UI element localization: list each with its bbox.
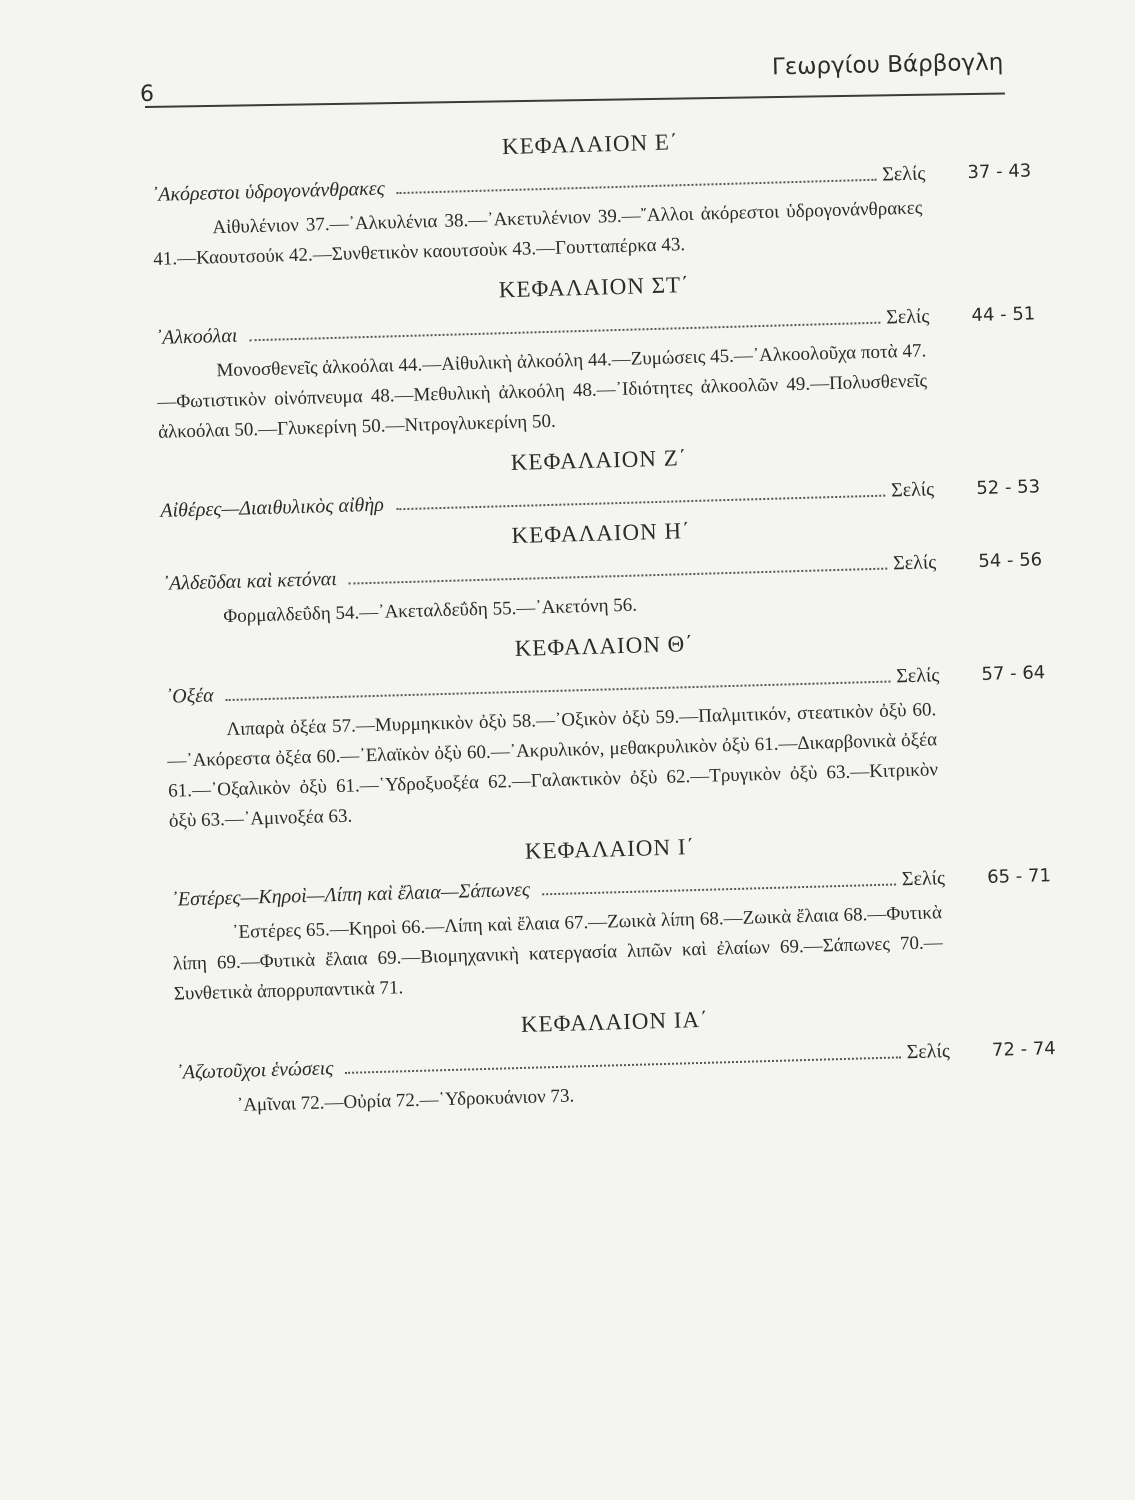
entry-title: ᾿Αζωτοῦχοι ἑνώσεις bbox=[175, 1057, 334, 1084]
chapter-title: ΚΕΦΑΛΑΙΟΝ ΙΑ΄ bbox=[520, 1006, 710, 1037]
chapter-description: ᾿Αμῖναι 72.—Οὐρία 72.—῾Υδροκυάνιον 73. bbox=[236, 1085, 575, 1116]
dot-leader bbox=[396, 495, 885, 511]
page-label: Σελίς bbox=[885, 305, 930, 329]
chapter-description: Λιπαρὰ ὀξέα 57.—Μυρμηκικὸν ὀξὺ 58.—᾿Οξικὸν ὀξὺ 59.—Παλμιτικόν, στεατικὸν ὀξὺ 60.—᾿Ακόρεστα ὀξέα 60.—᾿Ελαϊκὸν ὀξὺ 60.—᾿Ακρυλικόν, μεθακρυλικὸν ὀξὺ 61.—Δικαρβονικὰ ὀξέα 61.—᾿Οξαλικὸν ὀξὺ 61.—῾Υδροξυοξέα 62.—Γαλακτικὸν ὀξὺ 62.—Τρυγικὸν ὀξὺ 63.—Κιτρικὸν ὀξὺ 63.—᾿Αμινοξέα 63. bbox=[167, 699, 939, 832]
entry-title: ᾿Οξέα bbox=[165, 684, 214, 708]
chapter-section bbox=[164, 621, 1049, 836]
chapter-section bbox=[154, 262, 1038, 448]
dot-leader bbox=[226, 681, 891, 702]
page-range: 52 - 53 bbox=[976, 476, 1041, 500]
page-range: 44 - 51 bbox=[971, 303, 1036, 327]
chapter-section bbox=[161, 508, 1043, 634]
page-label: Σελίς bbox=[901, 867, 946, 891]
entry-title: Αἰθέρες—Διαιθυλικὸς αἰθὴρ bbox=[160, 493, 385, 522]
page-label: Σελίς bbox=[881, 162, 926, 186]
chapter-title: ΚΕΦΑΛΑΙΟΝ Θ΄ bbox=[514, 631, 695, 662]
entry-title: ᾿Αλκοόλαι bbox=[155, 324, 238, 349]
page-range: 54 - 56 bbox=[978, 549, 1043, 573]
running-head-author: Γεωργίου Βάρβογλη bbox=[771, 49, 1004, 81]
chapter-title: ΚΕΦΑΛΑΙΟΝ Ε΄ bbox=[501, 129, 679, 160]
entry-title: ᾿Αλδεῦδαι καὶ κετόναι bbox=[162, 567, 338, 595]
page-range: 65 - 71 bbox=[986, 865, 1052, 888]
header-rule bbox=[145, 92, 1005, 108]
dot-leader bbox=[397, 179, 877, 194]
page-range: 72 - 74 bbox=[991, 1038, 1057, 1061]
page-label: Σελίς bbox=[906, 1040, 951, 1064]
chapter-description: Μονοσθενεῖς ἀλκοόλαι 44.—Αἰθυλικὴ ἀλκοόλη 44.—Ζυμώσεις 45.—᾿Αλκοολοῦχα ποτὰ 47.—Φωτιστικὸν οἰνόπνευμα 48.—Μεθυλικὴ ἀλκοόλη 48.—᾿Ιδιότητες ἀλκοολῶν 49.—Πολυσθενεῖς ἀλκοόλαι 50.—Γλυκερίνη 50.—Νιτρογλυκερίνη 50. bbox=[157, 340, 928, 443]
chapter-title: ΚΕΦΑΛΑΙΟΝ ΣΤ΄ bbox=[498, 271, 691, 303]
chapter-title: ΚΕΦΑΛΑΙΟΝ Ζ΄ bbox=[510, 445, 688, 476]
page-range: 37 - 43 bbox=[967, 160, 1032, 184]
entry-title: ᾿Εστέρες—Κηροὶ—Λίπη καὶ ἔλαια—Σάπωνες bbox=[170, 878, 531, 911]
chapter-title: ΚΕΦΑΛΑΙΟΝ Ι΄ bbox=[524, 834, 696, 864]
chapter-description: ᾿Εστέρες 65.—Κηροὶ 66.—Λίπη καὶ ἔλαια 67.—Ζωικὰ λίπη 68.—Ζωικὰ ἔλαια 68.—Φυτικὰ λίπη 69.—Φυτικὰ ἔλαια 69.—Βιομηχανικὴ κατεργασία λιπῶν καὶ ἐλαίων 69.—Σάπωνες 70.—Συνθετικὰ ἀπορρυπαντικὰ 71. bbox=[172, 902, 944, 1005]
chapter-description: Φορμαλδεΰδη 54.—᾿Ακεταλδεΰδη 55.—᾿Ακετόνη 56. bbox=[223, 594, 638, 628]
chapter-section bbox=[150, 119, 1033, 275]
page-label: Σελίς bbox=[892, 551, 937, 575]
chapter-title: ΚΕΦΑΛΑΙΟΝ Η΄ bbox=[511, 518, 692, 549]
page-label: Σελίς bbox=[895, 664, 940, 688]
page-number: 6 bbox=[140, 82, 154, 107]
dot-leader bbox=[345, 1056, 900, 1074]
page-range: 57 - 64 bbox=[981, 662, 1046, 685]
page-label: Σελίς bbox=[890, 478, 935, 502]
table-of-contents bbox=[150, 115, 1057, 1134]
chapter-description: Αἰθυλένιον 37.—᾿Αλκυλένια 38.—᾿Ακετυλένιον 39.—῎Αλλοι ἀκόρεστοι ὑδρογονάνθρακες 41.—Καουτσούκ 42.—Συνθετικὸν καουτσοὺκ 43.—Γουτταπέρκα 43. bbox=[153, 197, 923, 270]
entry-title: ᾿Ακόρεστοι ὑδρογονάνθρακες bbox=[151, 177, 386, 206]
chapter-section bbox=[159, 435, 1040, 523]
chapter-section bbox=[170, 824, 1054, 1010]
dot-leader bbox=[249, 322, 880, 342]
dot-leader bbox=[349, 568, 887, 585]
chapter-section bbox=[175, 997, 1057, 1123]
dot-leader bbox=[542, 883, 896, 895]
